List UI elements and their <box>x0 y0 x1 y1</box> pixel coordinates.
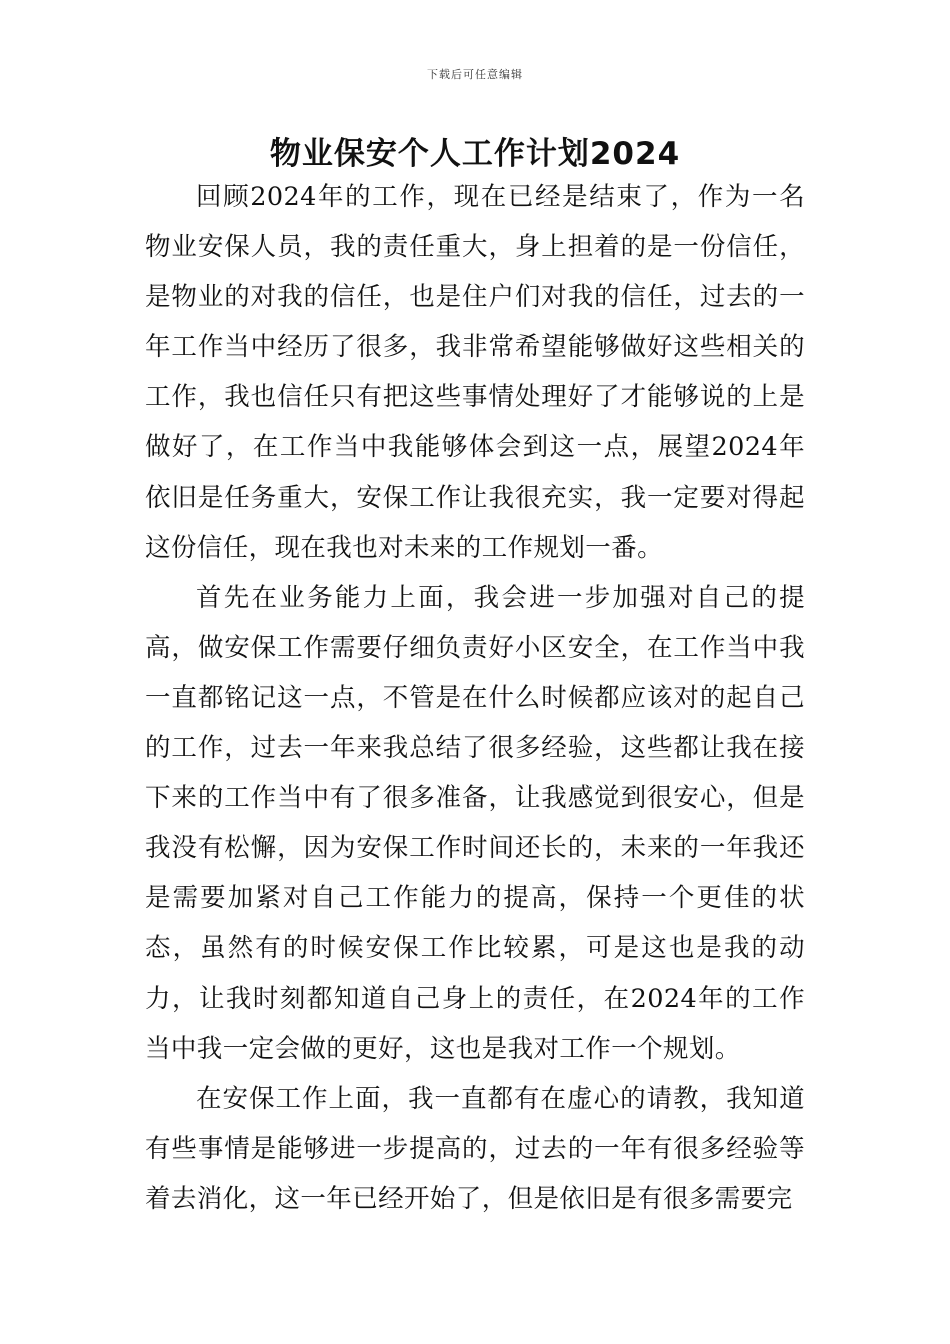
document-body <box>145 172 805 1224</box>
header-note: 下载后可任意编辑 <box>427 68 523 81</box>
paragraph-3: 在安保工作上面，我一直都有在虚心的请教，我知道有些事情是能够进一步提高的，过去的一年有很多经验等着去消化，这一年已经开始了，但是依旧是有很多需要完 <box>145 1083 805 1214</box>
paragraph-2: 首先在业务能力上面，我会进一步加强对自己的提高，做安保工作需要仔细负责好小区安全，在工作当中我一直都铭记这一点，不管是在什么时候都应该对的起自己的工作，过去一年来我总结了很多经验，这些都让我在接下来的工作当中有了很多准备，让我感觉到很安心，但是我没有松懈，因为安保工作时间还长的，未来的一年我还是需要加紧对自己工作能力的提高，保持一个更佳的状态，虽然有的时候安保工作比较累，可是这也是我的动力，让我时刻都知道自己身上的责任，在2024年的工作当中我一定会做的更好，这也是我对工作一个规划。 <box>145 582 805 1064</box>
document-title: 物业保安个人工作计划2024 <box>269 136 681 172</box>
paragraph-1: 回顾2024年的工作，现在已经是结束了，作为一名物业安保人员，我的责任重大，身上担着的是一份信任，是物业的对我的信任，也是住户们对我的信任，过去的一年工作当中经历了很多，我非常希望能够做好这些相关的工作，我也信任只有把这些事情处理好了才能够说的上是做好了，在工作当中我能够体会到这一点，展望2024年依旧是任务重大，安保工作让我很充实，我一定要对得起这份信任，现在我也对未来的工作规划一番。 <box>145 182 805 563</box>
